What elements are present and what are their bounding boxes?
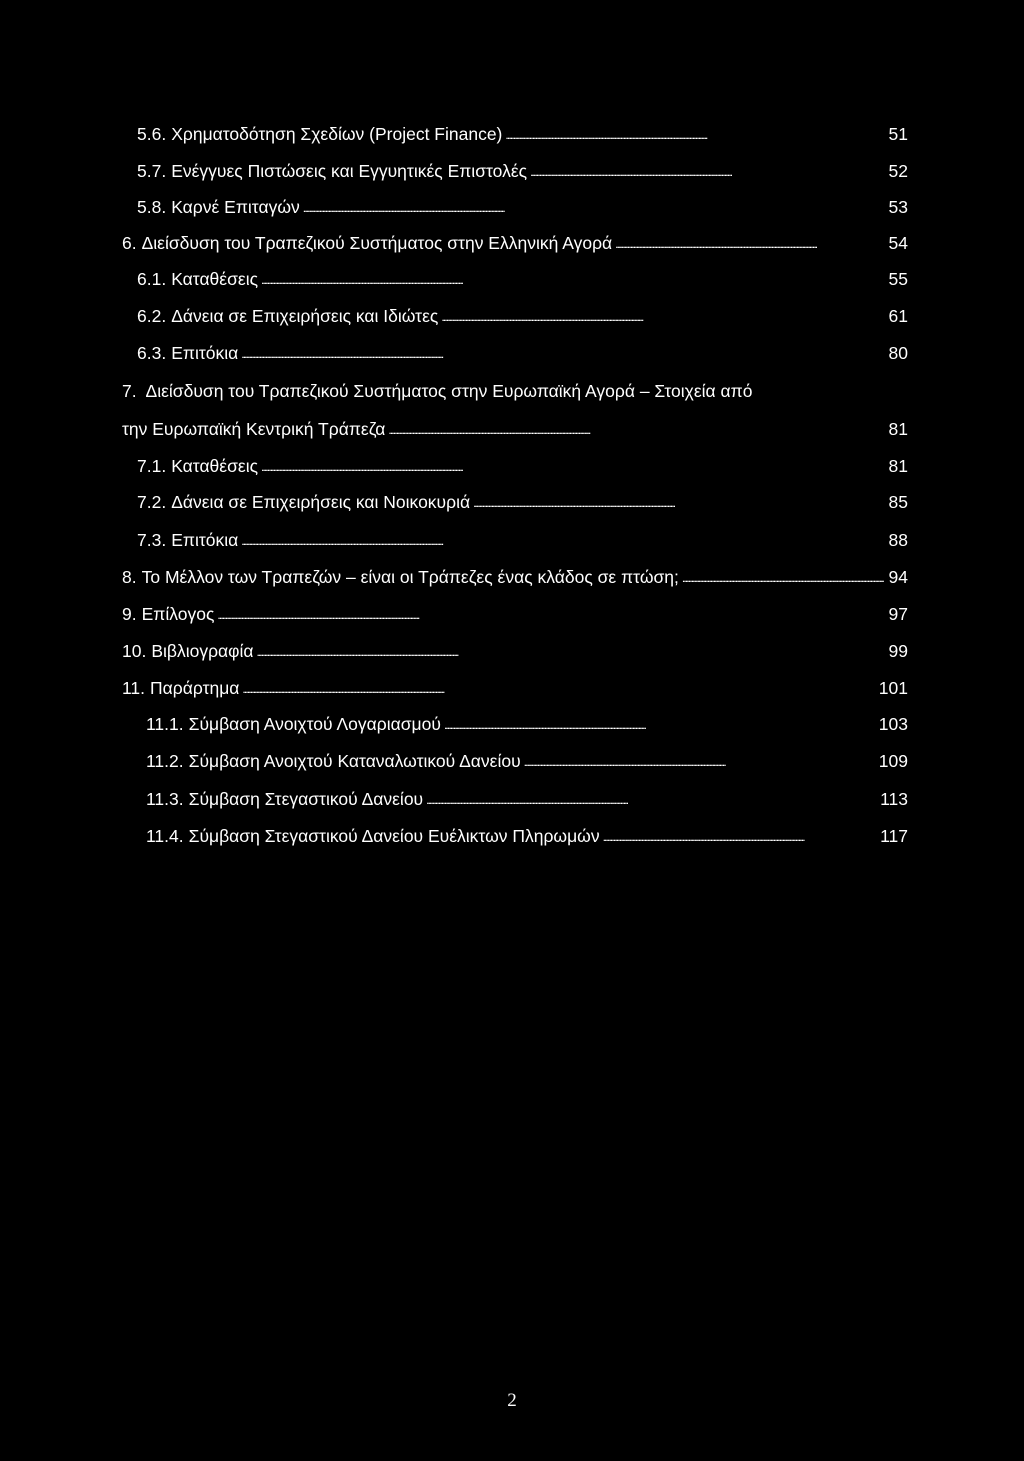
toc-entry-title: Χρηματοδότηση Σχεδίων (Project Finance) — [171, 124, 503, 144]
dot-leader — [530, 159, 885, 183]
toc-entry-number: 7.2. — [137, 492, 167, 512]
toc-entry[interactable] — [122, 603, 908, 643]
toc-entry-title-continued: την Ευρωπαϊκή Κεντρική Τράπεζα — [122, 419, 386, 439]
toc-entry-number: 6. — [122, 233, 137, 253]
toc-entry-number: 5.7. — [137, 161, 167, 181]
toc-entry-title: Το Μέλλον των Τραπεζών – είναι οι Τράπεζες ένας κλάδος σε πτώση; — [141, 567, 679, 587]
dot-leader — [615, 231, 885, 255]
toc-entry-title: Διείσδυση του Τραπεζικού Συστήματος στην Ελληνική Αγορά — [141, 233, 613, 253]
toc-entry-title: Καταθέσεις — [171, 269, 259, 289]
toc-entry-page: 52 — [888, 161, 908, 181]
toc-entry[interactable] — [137, 123, 908, 163]
toc-entry-number: 6.3. — [137, 343, 167, 363]
toc-entry-number: 11.3. — [146, 789, 184, 809]
toc-entry-page: 54 — [888, 233, 908, 253]
toc-entry-page: 97 — [888, 604, 908, 624]
toc-entry-page: 81 — [888, 419, 908, 439]
dot-leader — [388, 417, 885, 441]
dot-leader — [217, 602, 885, 626]
toc-entry-title: Επίλογος — [141, 604, 215, 624]
toc-entry-page: 88 — [888, 530, 908, 550]
toc-entry[interactable] — [137, 529, 908, 569]
toc-entry-page: 81 — [888, 456, 908, 476]
dot-leader — [444, 712, 876, 736]
toc-entry[interactable] — [146, 713, 908, 753]
dot-leader — [603, 824, 878, 848]
toc-entry-title: Σύμβαση Στεγαστικού Δανείου — [188, 789, 424, 809]
toc-entry-wrapped-line[interactable] — [122, 380, 908, 402]
dot-leader — [257, 639, 886, 663]
toc-entry-page: 80 — [888, 343, 908, 363]
toc-entry-number: 9. — [122, 604, 137, 624]
dot-leader — [241, 341, 885, 365]
dot-leader — [682, 565, 886, 589]
toc-entry-page: 113 — [880, 789, 908, 809]
toc-entry-title: Καταθέσεις — [171, 456, 259, 476]
toc-entry[interactable] — [137, 160, 908, 200]
toc-entry-number: 8. — [122, 567, 137, 587]
toc-entry-number: 11.4. — [146, 826, 184, 846]
dot-leader — [242, 676, 875, 700]
toc-entry[interactable] — [146, 788, 908, 828]
toc-entry-page: 61 — [888, 306, 908, 326]
dot-leader — [426, 787, 877, 811]
toc-entry-page: 99 — [888, 641, 908, 661]
toc-entry-title: Ενέγγυες Πιστώσεις και Εγγυητικές Επιστολές — [171, 161, 528, 181]
toc-entry-title: Επιτόκια — [171, 343, 239, 363]
toc-entry[interactable] — [122, 677, 908, 717]
dot-leader — [524, 749, 876, 773]
toc-entry[interactable] — [122, 418, 908, 458]
toc-entry-title: Καρνέ Επιταγών — [171, 197, 300, 217]
toc-entry-number: 5.8. — [137, 197, 167, 217]
toc-entry[interactable] — [137, 491, 908, 531]
toc-entry-number: 7.1. — [137, 456, 167, 476]
dot-leader — [241, 528, 885, 552]
toc-entry-number: 7. — [122, 381, 137, 401]
toc-entry[interactable] — [137, 455, 908, 495]
toc-entry-page: 85 — [888, 492, 908, 512]
toc-entry-number: 10. — [122, 641, 147, 661]
toc-entry-page: 103 — [878, 714, 908, 734]
toc-entry-title: Σύμβαση Ανοιχτού Λογαριασμού — [188, 714, 441, 734]
toc-entry-number: 11.2. — [146, 751, 184, 771]
toc-entry-page: 94 — [888, 567, 908, 587]
toc-entry-number: 7.3. — [137, 530, 167, 550]
dot-leader — [303, 195, 886, 219]
toc-entry-page: 117 — [880, 826, 908, 846]
toc-entry-number: 11.1. — [146, 714, 184, 734]
dot-leader — [473, 490, 885, 514]
toc-entry[interactable] — [146, 750, 908, 790]
toc-entry-number: 6.2. — [137, 306, 167, 326]
toc-entry-number: 6.1. — [137, 269, 167, 289]
toc-entry[interactable] — [122, 640, 908, 680]
toc-entry-page: 101 — [878, 678, 908, 698]
toc-entry[interactable] — [137, 268, 908, 308]
toc-entry-title: Δάνεια σε Επιχειρήσεις και Νοικοκυριά — [171, 492, 471, 512]
toc-entry-page: 51 — [888, 124, 908, 144]
toc-entry-title: Διείσδυση του Τραπεζικού Συστήματος στην Ευρωπαϊκή Αγορά – Στοιχεία από — [145, 381, 753, 401]
toc-entry[interactable] — [122, 566, 908, 606]
dot-leader — [441, 304, 885, 328]
toc-entry-number: 11. — [122, 678, 146, 698]
toc-entry[interactable] — [137, 305, 908, 345]
toc-entry-title: Σύμβαση Ανοιχτού Καταναλωτικού Δανείου — [188, 751, 521, 771]
toc-entry-page: 109 — [878, 751, 908, 771]
dot-leader — [261, 267, 886, 291]
toc-entry-number: 5.6. — [137, 124, 167, 144]
dot-leader — [261, 454, 886, 478]
dot-leader — [505, 122, 885, 146]
toc-entry[interactable] — [137, 196, 908, 236]
toc-entry-title: Δάνεια σε Επιχειρήσεις και Ιδιώτες — [171, 306, 439, 326]
toc-entry-title: Επιτόκια — [171, 530, 239, 550]
toc-entry-title: Παράρτημα — [150, 678, 240, 698]
toc-entry-page: 55 — [888, 269, 908, 289]
toc-entry-page: 53 — [888, 197, 908, 217]
page-number: 2 — [507, 1390, 517, 1411]
toc-entry[interactable] — [137, 342, 908, 382]
toc-entry-title: Σύμβαση Στεγαστικού Δανείου Ευέλικτων Πληρωμών — [188, 826, 600, 846]
toc-entry-title: Βιβλιογραφία — [151, 641, 254, 661]
toc-entry[interactable] — [122, 232, 908, 272]
toc-entry[interactable] — [146, 825, 908, 865]
